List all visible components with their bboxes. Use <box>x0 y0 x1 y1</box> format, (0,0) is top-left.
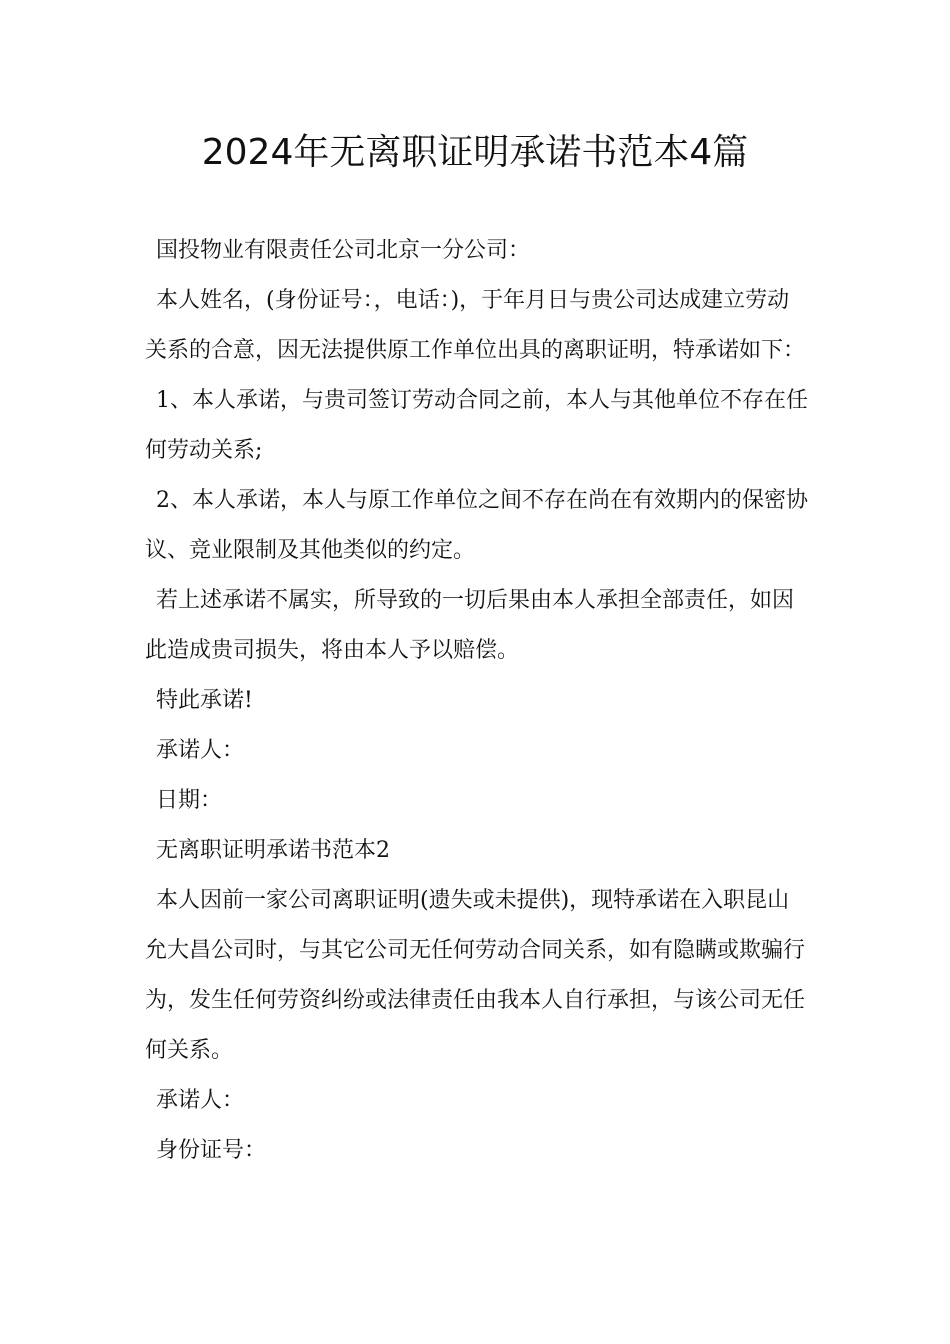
commitment-item-1: 1、本人承诺，与贵司签订劳动合同之前，本人与其他单位不存在任何劳动关系; <box>145 388 808 463</box>
addressee-line: 国投物业有限责任公司北京一分公司： <box>156 238 531 263</box>
commitment-item-2: 2、本人承诺，本人与原工作单位之间不存在尚在有效期内的保密协议、竞业限制及其他类似的约定。 <box>145 488 808 563</box>
closing-line: 特此承诺! <box>156 688 253 713</box>
document-title: 2024年无离职证明承诺书范本4篇 <box>201 132 749 173</box>
date-label: 日期： <box>156 788 223 813</box>
section-heading-2: 无离职证明承诺书范本2 <box>156 838 390 863</box>
signer-label-2: 承诺人： <box>156 1088 245 1113</box>
document-body <box>145 226 810 1176</box>
id-number-label: 身份证号： <box>156 1138 267 1163</box>
section-2-paragraph: 本人因前一家公司离职证明(遗失或未提供)，现特承诺在入职昆山允大昌公司时，与其它公司无任何劳动合同关系，如有隐瞒或欺骗行为，发生任何劳资纠纷或法律责任由我本人自行承担，与该公司无任何关系。 <box>145 888 806 1063</box>
intro-paragraph: 本人姓名，(身份证号：，电话：)，于年月日与贵公司达成建立劳动关系的合意，因无法提供原工作单位出具的离职证明，特承诺如下： <box>145 288 806 363</box>
signer-label: 承诺人： <box>156 738 245 763</box>
liability-paragraph: 若上述承诺不属实，所导致的一切后果由本人承担全部责任，如因此造成贵司损失，将由本人予以赔偿。 <box>145 588 795 663</box>
